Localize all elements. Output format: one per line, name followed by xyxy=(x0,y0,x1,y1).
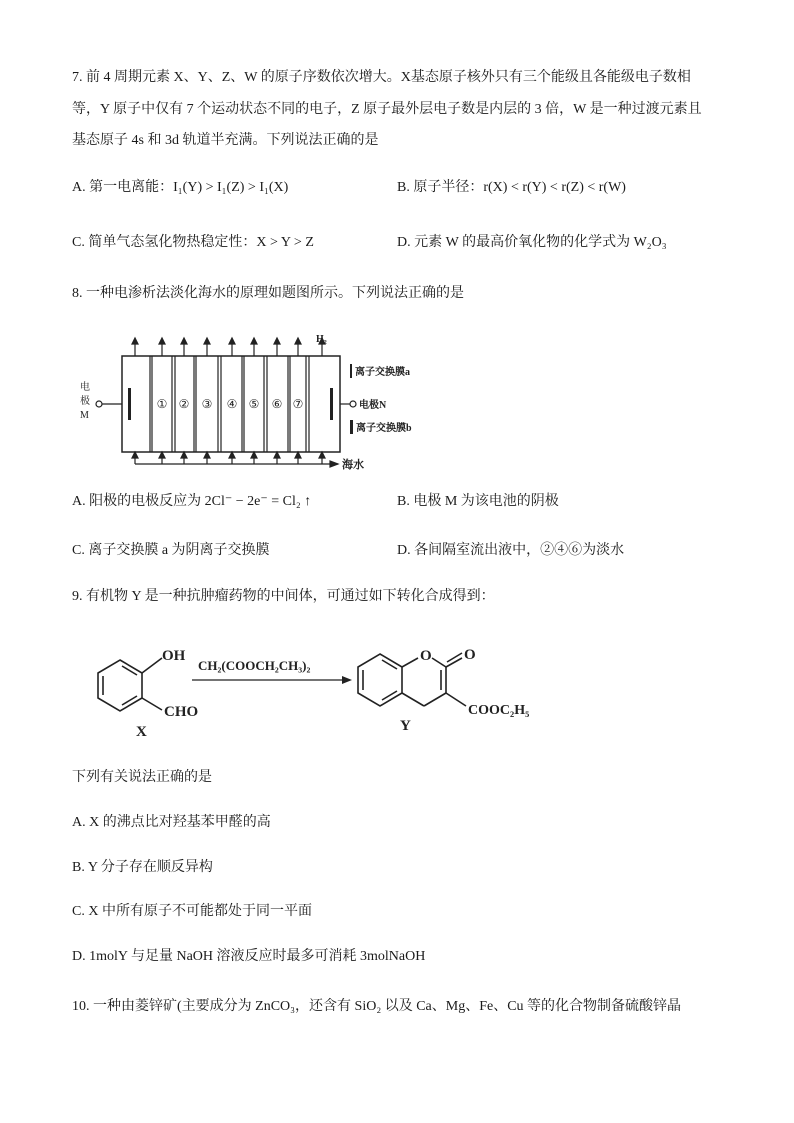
q7-stem-line1: 7. 前 4 周期元素 X、Y、Z、W 的原子序数依次增大。X基态原子核外只有三个能级且各能级电子数相 xyxy=(72,70,691,85)
q8-option-a-prefix: A. 阳极的电极反应为 xyxy=(72,494,205,509)
membrane-a-legend-icon xyxy=(350,364,352,378)
q7-option-b-prefix: B. 原子半径： xyxy=(397,180,484,195)
compartment-5: ⑤ xyxy=(248,397,260,411)
electrode-m-label-1: 电 xyxy=(80,382,90,393)
seawater-label: 海水 xyxy=(342,459,364,470)
electrode-n-terminal xyxy=(350,401,356,407)
reaction-scheme xyxy=(70,630,570,750)
compound-y-rings xyxy=(358,653,466,706)
electrode-m-label-2: 极 xyxy=(80,396,90,407)
q7-option-c xyxy=(72,233,314,253)
q7-option-d xyxy=(397,233,667,253)
y-compound-label: Y xyxy=(400,718,411,734)
electrodialysis-diagram xyxy=(80,330,420,475)
compartment-1: ① xyxy=(156,397,168,411)
compartment-3: ③ xyxy=(201,397,213,411)
q9-option-c: C. X 中所有原子不可能都处于同一平面 xyxy=(72,904,312,919)
compound-x-ring xyxy=(98,658,162,711)
reagent-label: CH₂(COOCH₂CH₃)₂ xyxy=(198,658,311,673)
membrane-a-label: 离子交换膜a xyxy=(355,367,410,378)
membrane-b-legend-icon xyxy=(350,420,353,434)
q8-option-c: C. 离子交换膜 a 为阴离子交换膜 xyxy=(72,543,270,558)
q7-option-b xyxy=(397,178,626,198)
q9-option-a: A. X 的沸点比对羟基苯甲醛的高 xyxy=(72,815,271,830)
electrode-m-label-3: M xyxy=(80,410,89,421)
q10-stem: 10. 一种由菱锌矿(主要成分为 ZnCO₃，还含有 SiO₂ 以及 Ca、Mg、Fe、Cu 等的化合物制备硫酸锌晶 xyxy=(72,999,682,1014)
reaction-svg xyxy=(70,630,570,745)
q8-option-a-formula: 2Cl⁻ − 2e⁻ = Cl₂ ↑ xyxy=(204,494,312,509)
electrode-n-plate xyxy=(330,388,333,420)
q7-stem-line3: 基态原子 4s 和 3d 轨道半充满。下列说法正确的是 xyxy=(72,133,379,148)
y-ring-oxygen: O xyxy=(420,648,432,664)
q7-option-a xyxy=(72,178,288,198)
q9-option-d: D. 1molY 与足量 NaOH 溶液反应时最多可消耗 3molNaOH xyxy=(72,949,426,964)
membrane-b-label: 离子交换膜b xyxy=(356,423,412,434)
h2-label: H₂ xyxy=(316,334,327,345)
electrodialysis-svg xyxy=(80,330,420,470)
q7-option-a-prefix: A. 第一电离能： xyxy=(72,180,174,195)
q7-option-d-prefix: D. 元素 W 的最高价氧化物的化学式为 xyxy=(397,235,634,250)
y-carbonyl-oxygen: O xyxy=(464,647,476,663)
inlet-arrows xyxy=(132,452,338,467)
q7-option-c-formula: X > Y > Z xyxy=(256,235,314,250)
q8-stem: 8. 一种电渗析法淡化海水的原理如题图所示。下列说法正确的是 xyxy=(72,286,464,301)
q9-prompt: 下列有关说法正确的是 xyxy=(72,770,212,785)
q7-option-b-formula: r(X) < r(Y) < r(Z) < r(W) xyxy=(483,180,626,195)
electrode-n-label: 电极N xyxy=(359,400,387,411)
electrode-m-terminal xyxy=(96,401,102,407)
q7-stem-line2: 等，Y 原子中仅有 7 个运动状态不同的电子，Z 原子最外层电子数是内层的 3 倍，W 是一种过渡元素且 xyxy=(72,102,702,117)
electrode-m-plate xyxy=(128,388,131,420)
q7-option-c-prefix: C. 简单气态氢化物热稳定性： xyxy=(72,235,257,250)
x-cho-label: CHO xyxy=(164,704,199,720)
q9-option-b: B. Y 分子存在顺反异构 xyxy=(72,860,213,875)
q8-option-d: D. 各间隔室流出液中，②④⑥为淡水 xyxy=(397,543,625,558)
compartment-7: ⑦ xyxy=(292,397,304,411)
x-oh-label: OH xyxy=(162,648,186,664)
q7-option-d-formula: W₂O₃ xyxy=(633,235,667,250)
compartment-6: ⑥ xyxy=(271,397,283,411)
q9-stem: 9. 有机物 Y 是一种抗肿瘤药物的中间体，可通过如下转化合成得到： xyxy=(72,589,495,604)
outlet-arrows xyxy=(132,338,325,356)
y-ester-label: COOC₂H₅ xyxy=(468,703,530,718)
x-compound-label: X xyxy=(136,724,147,740)
compartment-2: ② xyxy=(178,397,190,411)
q7-option-a-formula: I₁(Y) > I₁(Z) > I₁(X) xyxy=(173,180,289,195)
q8-option-a xyxy=(72,492,311,512)
compartment-4: ④ xyxy=(226,397,238,411)
reaction-arrow-head xyxy=(342,676,352,684)
q8-option-b: B. 电极 M 为该电池的阴极 xyxy=(397,494,559,509)
